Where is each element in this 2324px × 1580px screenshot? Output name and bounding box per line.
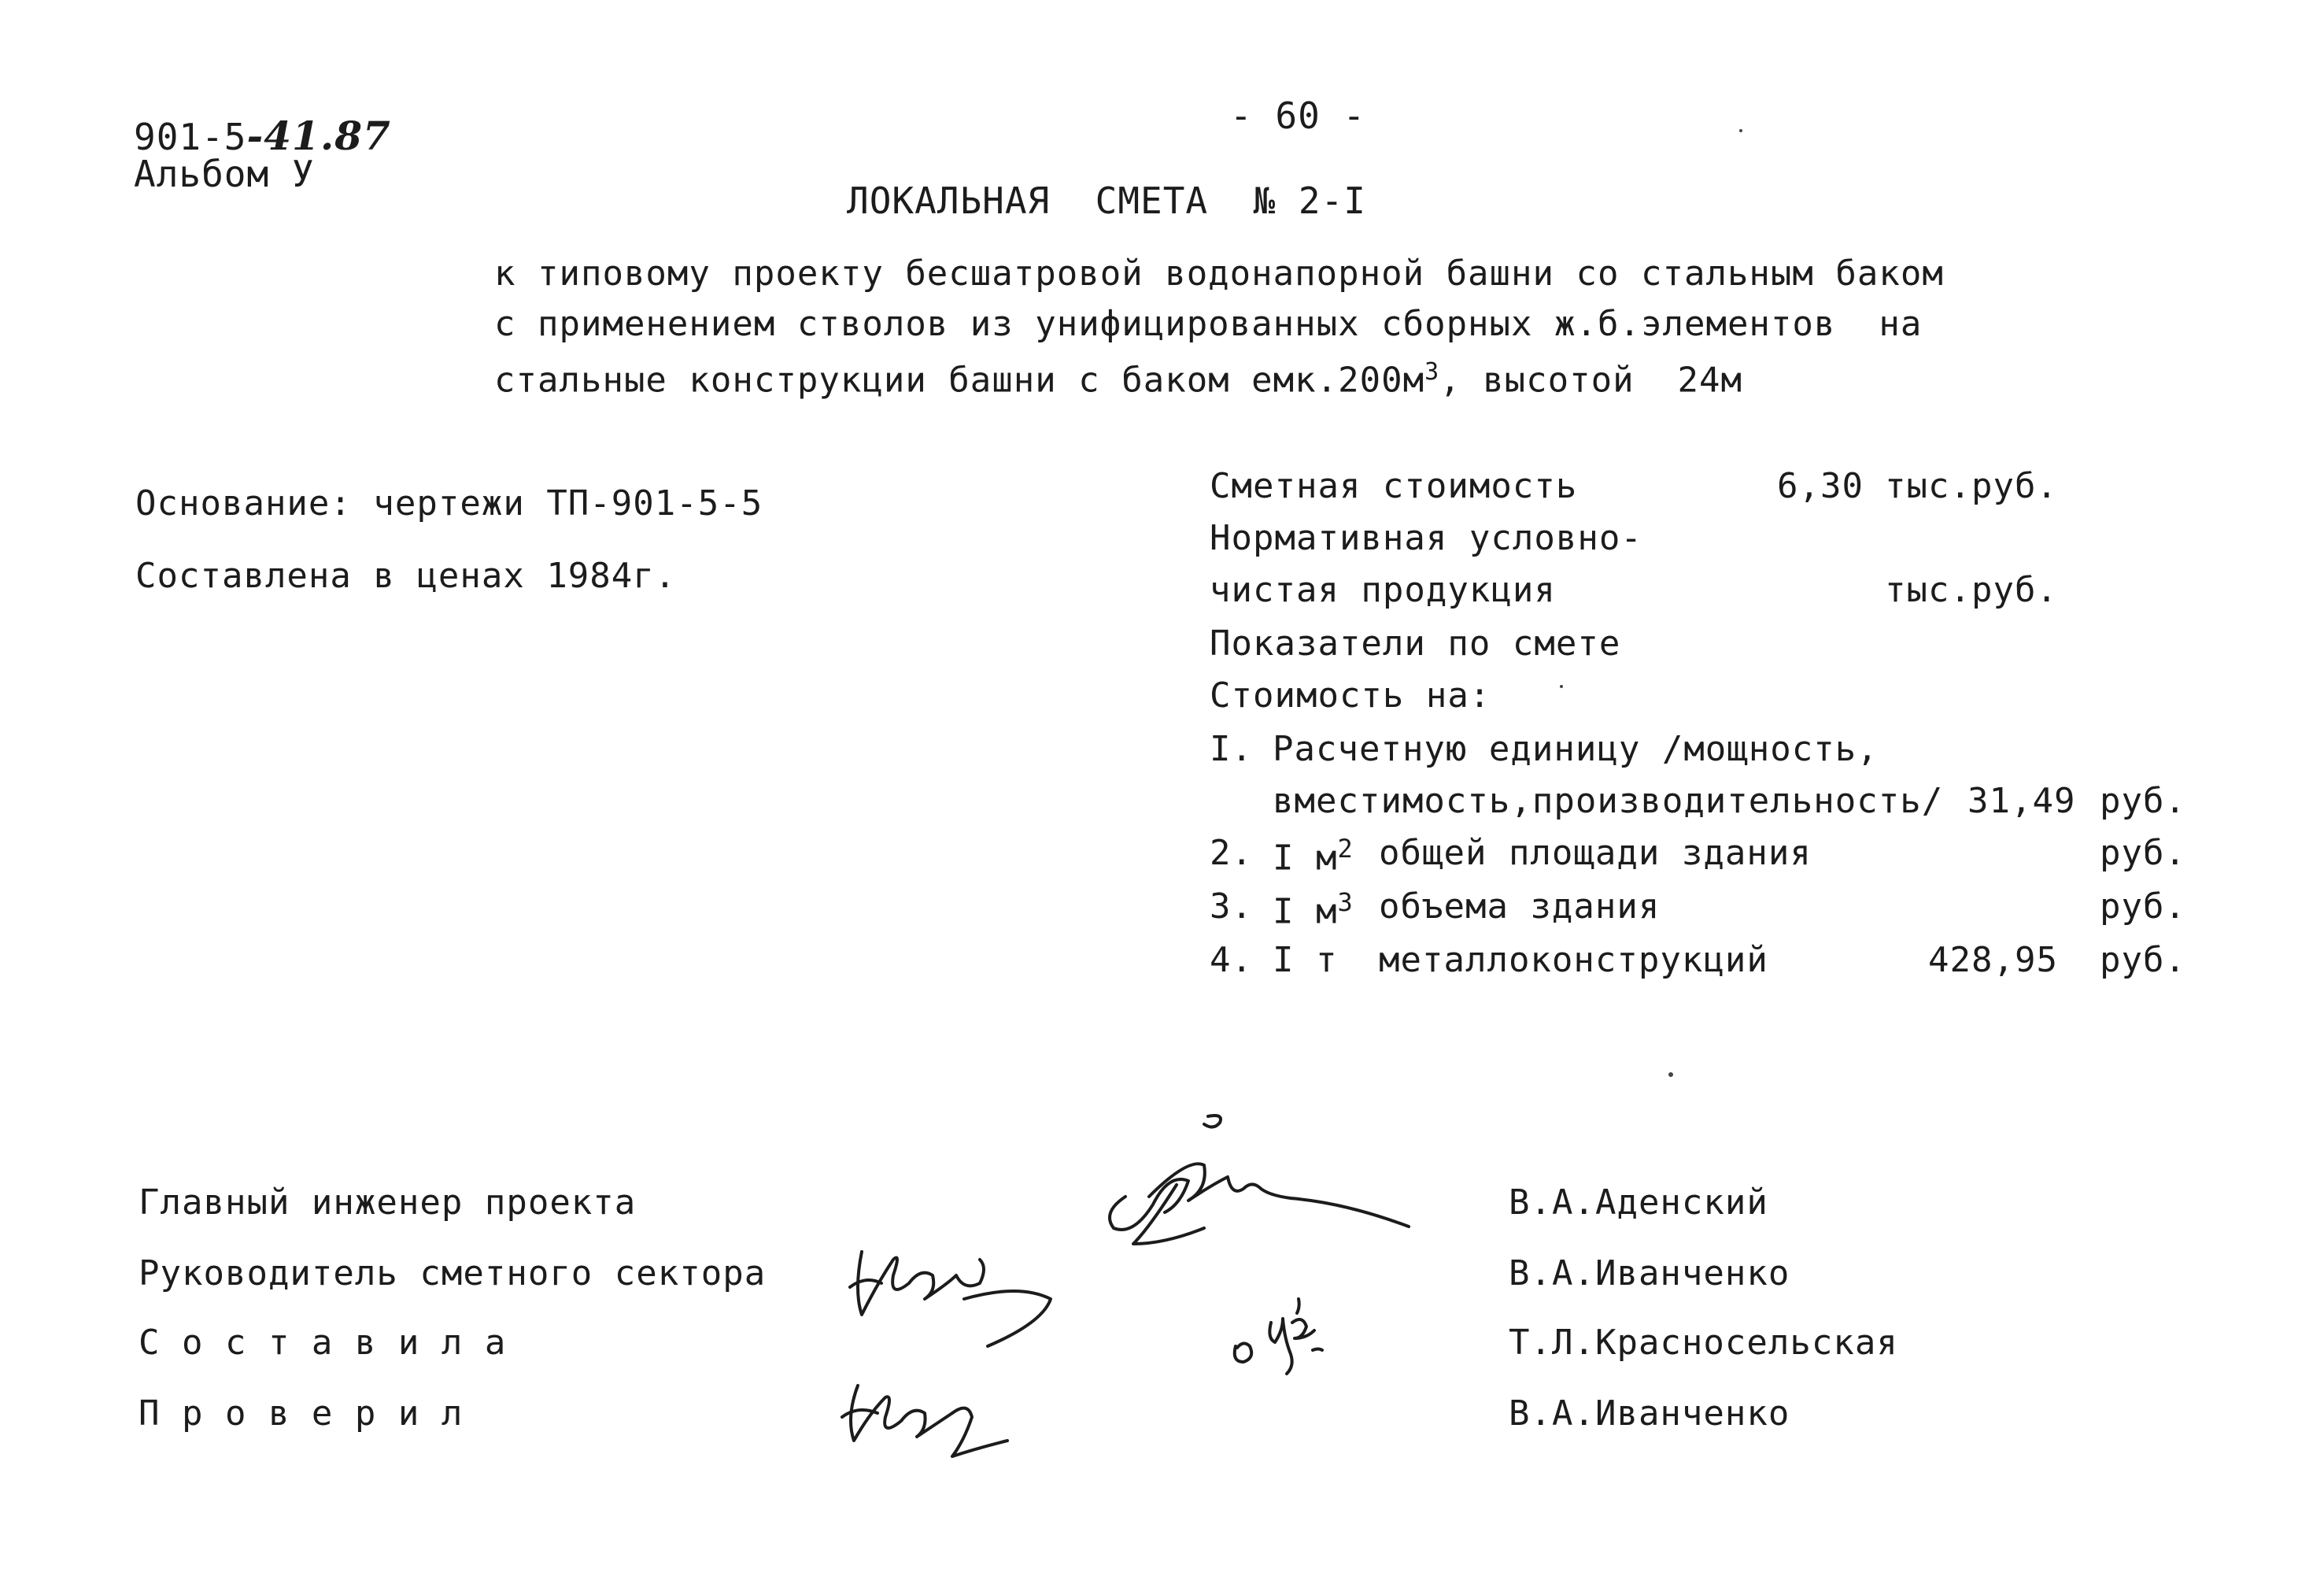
- subtitle-line-1: к типовому проекту бесшатровой водонапорной башни со стальным баком: [494, 253, 1944, 294]
- subtitle-line-3-prefix: стальные конструкции башни с баком емк.200м: [494, 360, 1425, 401]
- indicator-2-sup: 2: [1337, 834, 1354, 864]
- estimated-cost-value: 6,30: [1777, 466, 1864, 506]
- subtitle-line-3: [494, 358, 1743, 401]
- indicator-4-number: 4.: [1210, 940, 1253, 980]
- document-code-handwritten: -41.87: [246, 113, 391, 159]
- signature-name-compiled: Т.Л.Красносельская: [1509, 1323, 1898, 1363]
- indicator-4-value: 428,95: [1928, 940, 2058, 980]
- indicator-4-unit: руб.: [2100, 940, 2186, 980]
- signature-checked: [834, 1370, 1023, 1480]
- page-number: - 60 -: [1230, 94, 1366, 137]
- normative-unit: тыс.руб.: [1885, 570, 2058, 610]
- signature-sector-head: [846, 1228, 1082, 1354]
- indicator-1-text-2: вместимость,производительность/: [1273, 781, 1944, 821]
- signature-role-compiled: С о с т а в и л а: [139, 1323, 507, 1363]
- indicator-1-value: 31,49: [1967, 781, 2076, 821]
- indicator-3-text: объема здания: [1379, 886, 1661, 927]
- basis-prices: Составлена в ценах 1984г.: [135, 556, 677, 596]
- indicator-2-number: 2.: [1210, 833, 1253, 873]
- indicator-3-pre-text: I м: [1273, 891, 1338, 932]
- paper-speck: [1560, 685, 1563, 688]
- indicator-3-number: 3.: [1210, 886, 1253, 927]
- estimated-cost-label: Сметная стоимость: [1210, 466, 1578, 506]
- indicator-3-sup: 3: [1337, 887, 1354, 917]
- paper-speck: [1739, 129, 1742, 132]
- indicator-3-pre: [1273, 887, 1354, 932]
- estimated-cost-unit: тыс.руб.: [1885, 466, 2058, 506]
- basis-drawings: Основание: чертежи ТП-901-5-5: [135, 483, 763, 524]
- signature-role-sector-head: Руководитель сметного сектора: [139, 1253, 767, 1293]
- signature-compiled: [1228, 1291, 1346, 1378]
- indicator-1-text-1: Расчетную единицу /мощность,: [1273, 729, 1879, 769]
- indicator-2-text: общей площади здания: [1379, 833, 1812, 873]
- signature-role-chief-engineer: Главный инженер проекта: [139, 1182, 637, 1223]
- indicator-4-text: металлоконструкций: [1379, 940, 1768, 980]
- indicator-2-unit: руб.: [2100, 833, 2186, 873]
- document-title: ЛОКАЛЬНАЯ СМЕТА № 2-I: [847, 179, 1366, 222]
- indicator-2-pre: [1273, 834, 1354, 879]
- subtitle-line-3-suffix: , высотой 24м: [1439, 360, 1743, 401]
- indicator-1-number: I.: [1210, 729, 1253, 769]
- document-code: [134, 113, 391, 159]
- indicators-label: Показатели по смете: [1210, 623, 1621, 664]
- signature-role-checked: П р о в е р и л: [139, 1393, 464, 1434]
- indicator-1-unit: руб.: [2100, 781, 2186, 821]
- subtitle-line-3-sup: 3: [1424, 358, 1440, 386]
- cost-on-label: Стоимость на:: [1210, 675, 1491, 716]
- normative-label-2: чистая продукция: [1210, 570, 1556, 610]
- paper-speck: [1668, 1072, 1673, 1077]
- signature-name-checked: В.А.Иванченко: [1509, 1393, 1790, 1434]
- indicator-3-unit: руб.: [2100, 886, 2186, 927]
- indicator-4-pre: I т: [1273, 940, 1338, 980]
- subtitle-line-2: с применением стволов из унифицированных сборных ж.б.элементов на: [494, 304, 1923, 344]
- indicator-2-pre-text: I м: [1273, 838, 1338, 879]
- normative-label-1: Нормативная условно-: [1210, 518, 1642, 558]
- document-code-printed: 901-5: [134, 116, 247, 158]
- album-label: Альбом У: [134, 153, 315, 195]
- signature-name-chief-engineer: В.А.Аденский: [1509, 1182, 1768, 1223]
- signature-name-sector-head: В.А.Иванченко: [1509, 1253, 1790, 1293]
